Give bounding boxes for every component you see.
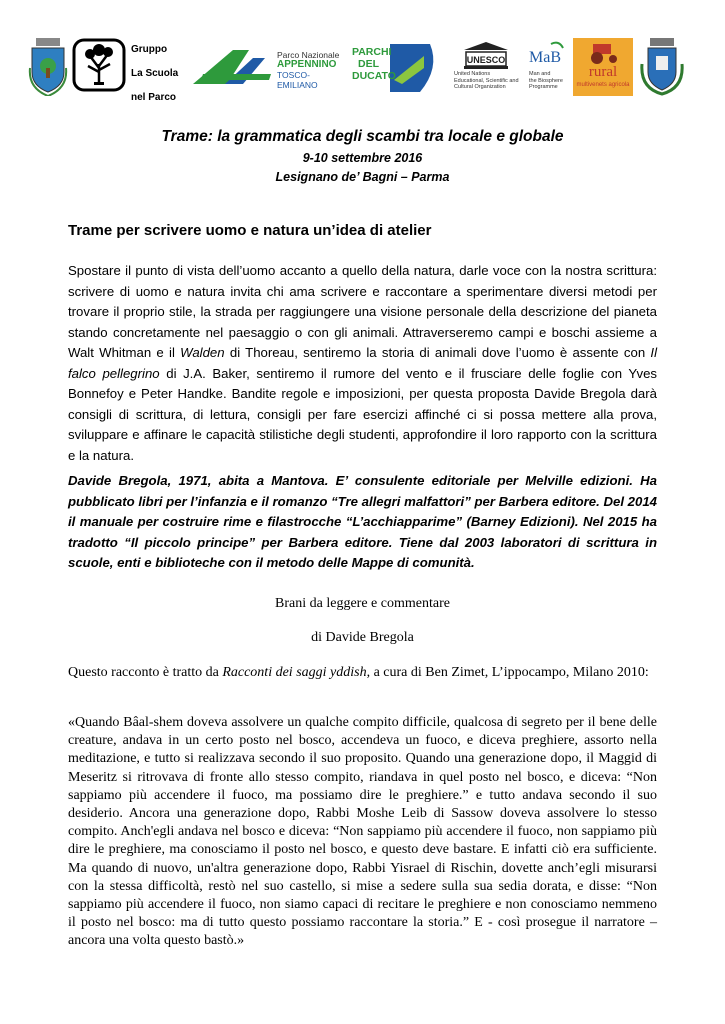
- event-date: 9-10 settembre 2016: [302, 151, 423, 165]
- ducato-text-3: DUCATO: [352, 70, 396, 82]
- logo-bar: [28, 36, 698, 103]
- author-bio: Davide Bregola, 1971, abita a Mantova. E’ consulente editoriale per Melville edizioni. Ha pubblicato libri per l’infanzia e il romanzo “Tre allegri malfattori” per Barbera editore. Del 2014 il manuale per costruire rime e filastrocche “L’acchiapparime” (Barney Edizioni). Nel 2015 ha tradotto “Il piccolo principe” per Barbera editore. Tiene dal 2003 laboratori di scrittura in scuole, enti e biblioteche con il metodo delle Mappe di comunità.: [68, 473, 657, 570]
- mab-logo: [525, 40, 569, 96]
- unesco-temple-icon: [450, 40, 522, 70]
- group-line-1: Gruppo: [131, 44, 168, 55]
- source-post: , a cura di Ben Zimet, L’ippocampo, Milano 2010:: [366, 665, 649, 680]
- ducato-text-1: PARCHI: [352, 46, 392, 58]
- quote-text: «Quando Bâal-shem doveva assolvere un qualche compito difficile, qualcosa di segreto per il bene delle creature, andava in un certo posto nel bosco, accendeva un fuoco, e diceva preghiere, assorto nella meditazione, e tutto si realizzava secondo il suo proposito. Quando una generazione dopo, il Maggid di Meseritz si ritrovava di fronte allo stesso compito, riandava in quel posto nel bosco, e diceva: “Non sappiamo più accendere il fuoco, ma possiamo dire le preghiere.” e tutto andava secondo il suo desiderio. Ancora una generazione dopo, Rabbi Moshe Leib di Sassow doveva assolvere lo stesso compito. Anch'egli andava nel bosco e diceva: “Non sappiamo più accendere il fuoco, non sappiamo più dire le preghiere, ma conosciamo il posto nel bosco, e questo deve bastare. E infatti ciò era sufficiente. Ma quando di nuovo, un'altra generazione dopo, Rabbi Yisrael di Rischin, dovette anch’egli misurarsi con la stessa difficoltà, restò nel suo castello, si mise a sedere sulla sua sedia dorata, e disse: “Non sappiamo più accendere il fuoco, non siamo capaci di recitare le preghiere e non conosciamo nemmeno il posto nel bosco: ma di tutto questo possiamo raccontare la storia.” E - così prosegue il narratore – ancora una volta questo bastò.»: [68, 715, 657, 949]
- rural-subtext: multivenets agricola: [576, 82, 630, 88]
- tree-logo-icon: [72, 38, 126, 92]
- group-line-3: nel Parco: [131, 92, 177, 103]
- parchi-del-ducato-logo: [350, 40, 440, 96]
- unesco-logo: [450, 40, 522, 96]
- appennino-text-1: Parco Nazionale: [277, 50, 340, 60]
- mab-text-3: Programme: [529, 84, 558, 90]
- unesco-text-2: Educational, Scientific and: [454, 77, 519, 84]
- mab-text-2: the Biosphere: [529, 77, 563, 84]
- parco-appennino-logo: [193, 44, 343, 94]
- svg-text:MaB: MaB: [529, 49, 561, 66]
- ducato-text-2: DEL: [358, 58, 379, 70]
- intro-text-3: di J.A. Baker, sentiremo il rumore del vento e il frusciare delle foglie con Yves Bonnefoy e Peter Handke. Bandite regole e imposizioni, per questa proposta Davide Bregola darà consigli di scrittura, di lettura, consigli per fare esercizi affinché ci si possa mettere alla prova, sviluppare e affinare le capacità stilistiche degli studenti, approfondire il loro rapporto con la scrittura e la natura.: [68, 365, 657, 463]
- mab-text-1: Man and: [529, 71, 551, 77]
- intro-paragraph: [68, 261, 657, 466]
- source-book: Racconti dei saggi yddish: [222, 665, 367, 680]
- appennino-text-2: APPENNINO: [277, 59, 337, 70]
- appennino-text-3: TOSCO-EMILIANO: [277, 70, 318, 90]
- document-title: Trame: la grammatica degli scambi tra locale e globale: [161, 128, 564, 145]
- rural-text: rural: [588, 64, 618, 80]
- unesco-text-3: Cultural Organization: [454, 84, 506, 90]
- unesco-text-1: United Nations: [454, 71, 491, 77]
- group-line-2: La Scuola: [131, 68, 179, 79]
- event-place: Lesignano de’ Bagni – Parma: [275, 170, 450, 184]
- intro-text-2: di Thoreau, sentiremo la storia di animali dove l’uomo è assente con: [224, 345, 651, 360]
- readings-title: Brani da leggere e commentare: [275, 596, 450, 611]
- readings-author: di Davide Bregola: [311, 630, 414, 645]
- comune-crest-right-icon: [640, 38, 684, 96]
- comune-crest-left-icon: [28, 38, 68, 96]
- source-pre: Questo racconto è tratto da: [68, 665, 223, 680]
- svg-text:UNESCO: UNESCO: [466, 55, 506, 65]
- intro-italic-1: Walden: [180, 345, 225, 360]
- section-title: Trame per scrivere uomo e natura un’idea di atelier: [68, 222, 432, 239]
- intro-text-1: Spostare il punto di vista dell’uomo accanto a quello della natura, darle voce con la nostra scrittura: scrivere di uomo e natura invita chi ama scrivere e raccontare a sperimentare diversi metodi per trovare il proprio stile, la strada per raggiungere una visione personale della descrizione del pianeta stando concretamente nel paesaggio o con gli animali. Attraverseremo campi e boschi assieme a Walt Whitman e il: [68, 263, 657, 360]
- intro-italic-2: Il falco pellegrino: [68, 345, 657, 381]
- rural-logo: [573, 38, 633, 96]
- tractor-icon: [573, 38, 633, 66]
- mab-icon: [525, 40, 569, 70]
- source-line: [68, 664, 657, 682]
- group-name: [131, 38, 178, 110]
